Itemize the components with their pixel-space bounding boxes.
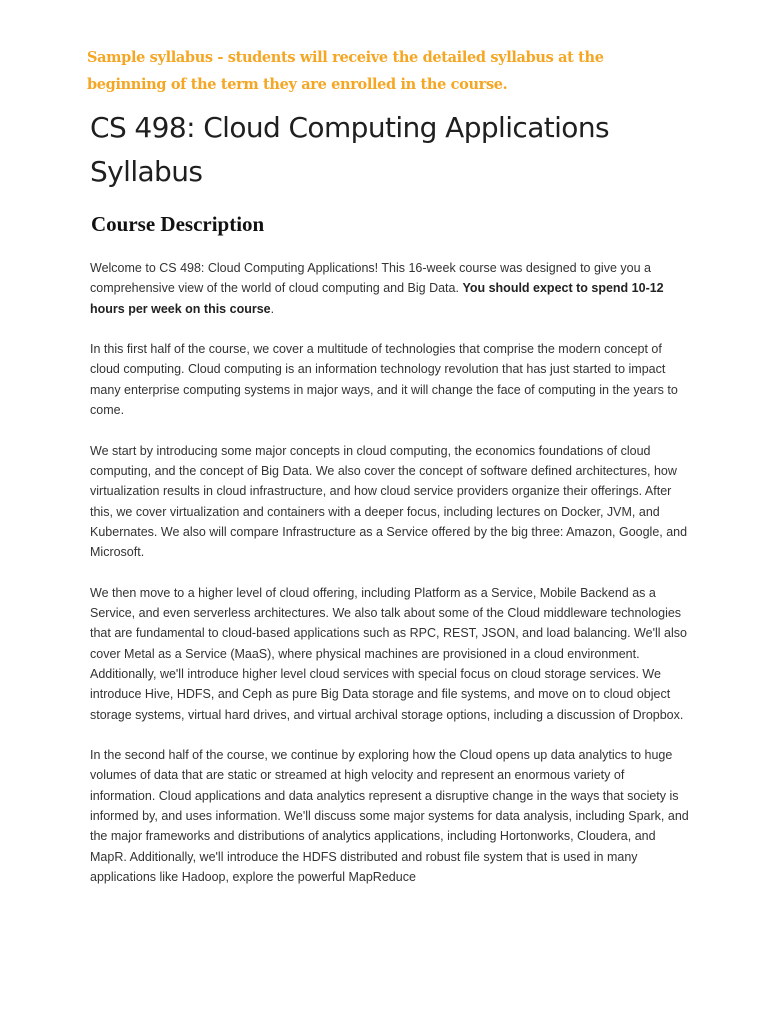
course-description-body	[90, 258, 690, 908]
paragraph-second-half: In the second half of the course, we continue by exploring how the Cloud opens up data analytics to huge volumes of data that are static or streamed at high velocity and represent an enormous variety of information. Cloud applications and data analytics represent a disruptive change in the ways that society is informed by, and uses information. We'll discuss some major systems for data analysis, including Spark, and the major frameworks and distributions of analytics applications, including Hortonworks, Cloudera, and MapR. Additionally, we'll introduce the HDFS distributed and robust file system that is used in many applications like Hadoop, explore the powerful MapReduce	[90, 748, 689, 884]
section-heading-course-description: Course Description	[91, 212, 265, 236]
paragraph-concepts: We start by introducing some major concepts in cloud computing, the economics foundations of cloud computing, and the concept of Big Data. We also cover the concept of software defined architectures, how virtualization results in cloud infrastructure, and how cloud service providers organize their offerings. After this, we cover virtualization and containers with a deeper focus, including lectures on Docker, JVM, and Kubernates. We also will compare Infrastructure as a Service offered by the big three: Amazon, Google, and Microsoft.	[90, 443, 688, 560]
intro-text-end: .	[270, 301, 275, 316]
paragraph-first-half: In this first half of the course, we cover a multitude of technologies that comprise the modern concept of cloud computing. Cloud computing is an information technology revolution that has just started to impact many enterprise computing systems in major ways, and it will change the face of computing in the years to come.	[90, 342, 678, 418]
page-title: CS 498: Cloud Computing Applications Syllabus	[90, 111, 609, 188]
intro-text-start: Welcome to CS 498: Cloud Computing Applications! This 16-week course was designed to give you a comprehensive view of the world of cloud computing and Big Data.	[90, 261, 651, 296]
paragraph-intro	[90, 258, 690, 319]
sample-syllabus-notice: Sample syllabus - students will receive the detailed syllabus at the beginning of the term they are enrolled in the course.	[87, 49, 604, 93]
paragraph-higher-level: We then move to a higher level of cloud offering, including Platform as a Service, Mobile Backend as a Service, and even serverless architectures. We also talk about some of the Cloud middleware technologies that are fundamental to cloud-based applications such as RPC, REST, JSON, and load balancing. We'll also cover Metal as a Service (MaaS), where physical machines are provisioned in a cloud environment. Additionally, we'll introduce higher level cloud services with special focus on cloud storage services. We introduce Hive, HDFS, and Ceph as pure Big Data storage and file systems, and move on to cloud object storage systems, virtual hard drives, and virtual archival storage options, including a discussion of Dropbox.	[90, 585, 687, 722]
intro-text-bold: You should expect to spend 10-12 hours per week on this course	[90, 281, 664, 316]
